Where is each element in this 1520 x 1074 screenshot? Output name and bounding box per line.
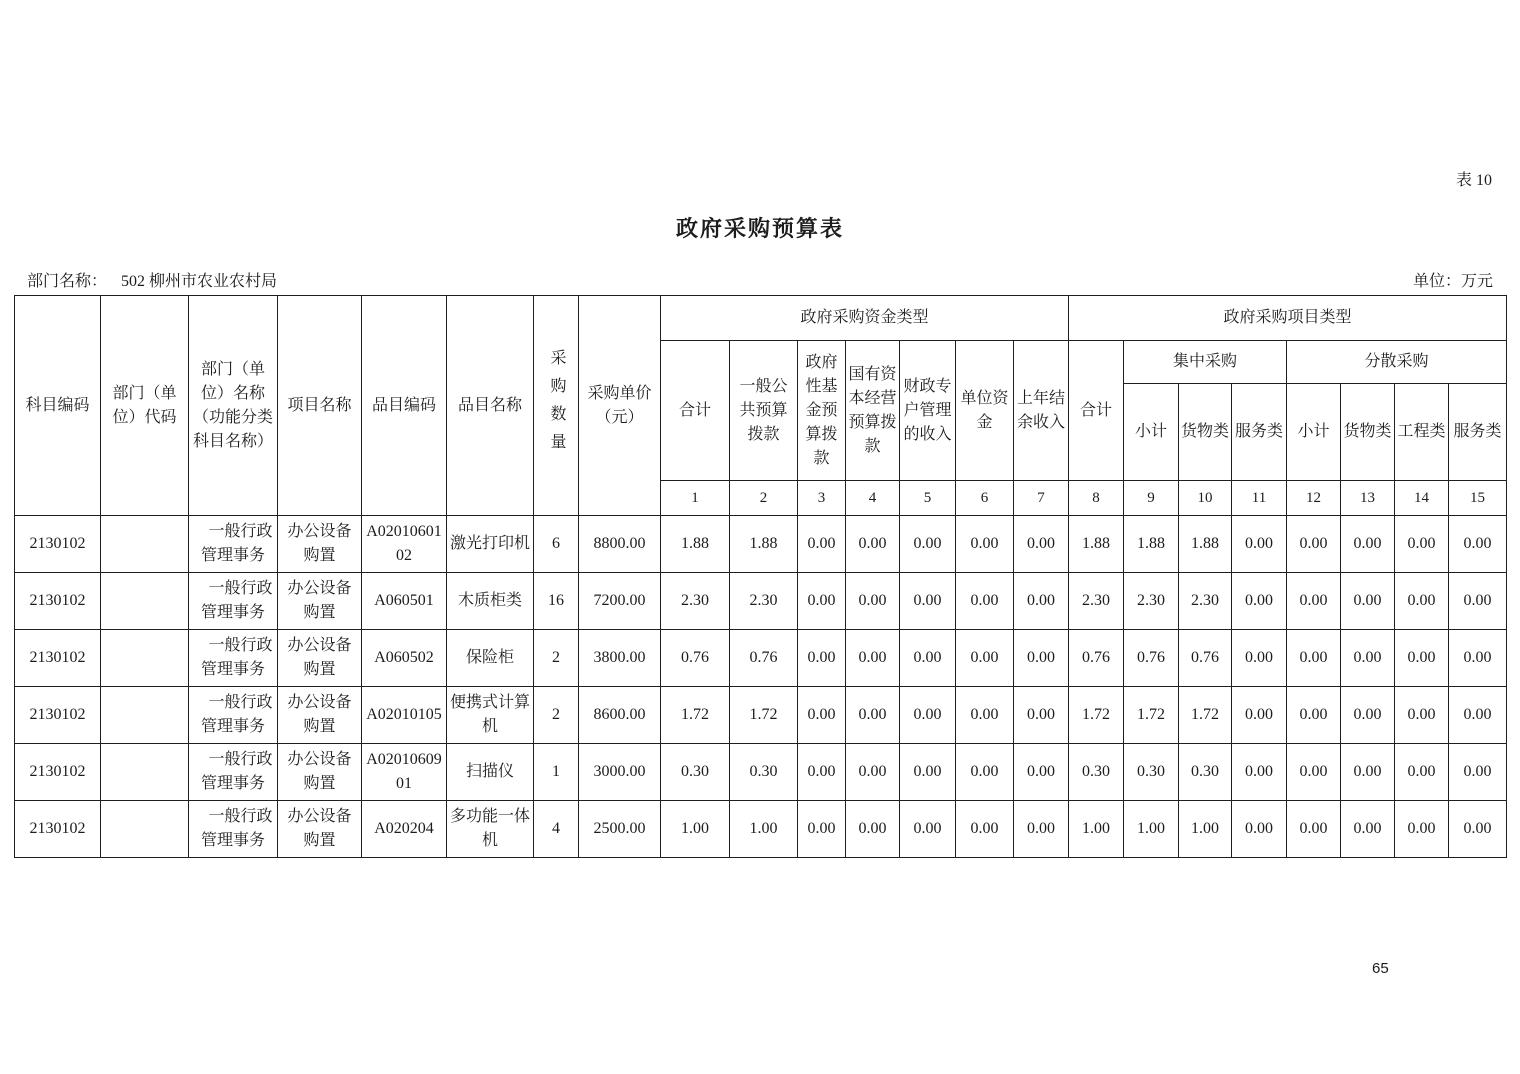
header-fund-group: 政府采购资金类型 xyxy=(661,296,1069,341)
cell-value: 0.00 xyxy=(846,744,900,801)
cell-value: 1.00 xyxy=(730,801,798,858)
cell-value: 0.76 xyxy=(1124,630,1179,687)
cell-value: 0.00 xyxy=(1395,573,1449,630)
cell-value: 1.88 xyxy=(661,516,730,573)
cell-value: 0.00 xyxy=(1341,573,1395,630)
cell-project-name: 办公设备购置 xyxy=(278,516,362,573)
header-dept-name: 部门（单位）名称（功能分类科目名称） xyxy=(189,296,278,516)
header-fund-carryover: 上年结余收入 xyxy=(1014,341,1069,481)
cell-dept-name: 一般行政管理事务 xyxy=(189,687,278,744)
header-unit-price: 采购单价（元） xyxy=(579,296,661,516)
budget-table xyxy=(14,295,1507,858)
header-centralized-subtotal: 小计 xyxy=(1124,384,1179,481)
cell-dept-code xyxy=(101,687,189,744)
cell-item-name: 多功能一体机 xyxy=(447,801,534,858)
column-index: 11 xyxy=(1232,481,1287,516)
cell-value: 0.30 xyxy=(1069,744,1124,801)
cell-value: 0.00 xyxy=(1395,744,1449,801)
cell-value: 1.00 xyxy=(661,801,730,858)
cell-value: 0.00 xyxy=(1287,630,1341,687)
cell-value: 0.00 xyxy=(900,630,956,687)
cell-project-name: 办公设备购置 xyxy=(278,744,362,801)
column-index: 4 xyxy=(846,481,900,516)
header-project-total: 合计 xyxy=(1069,341,1124,481)
header-item-name: 品目名称 xyxy=(447,296,534,516)
cell-unit-price: 7200.00 xyxy=(579,573,661,630)
table-row xyxy=(15,573,1507,630)
cell-value: 0.00 xyxy=(798,573,846,630)
cell-unit-price: 2500.00 xyxy=(579,801,661,858)
cell-value: 1.72 xyxy=(661,687,730,744)
cell-subject-code: 2130102 xyxy=(15,630,101,687)
column-index: 12 xyxy=(1287,481,1341,516)
cell-item-code: A060501 xyxy=(362,573,447,630)
column-index: 8 xyxy=(1069,481,1124,516)
cell-value: 0.00 xyxy=(1287,573,1341,630)
cell-subject-code: 2130102 xyxy=(15,744,101,801)
header-fund-general-budget: 一般公共预算拨款 xyxy=(730,341,798,481)
header-decentralized-services: 服务类 xyxy=(1449,384,1507,481)
cell-value: 0.00 xyxy=(956,573,1014,630)
cell-value: 0.00 xyxy=(1287,516,1341,573)
cell-project-name: 办公设备购置 xyxy=(278,573,362,630)
cell-value: 0.00 xyxy=(956,801,1014,858)
header-fund-unit-funds: 单位资金 xyxy=(956,341,1014,481)
cell-value: 0.00 xyxy=(1287,744,1341,801)
cell-value: 0.00 xyxy=(846,630,900,687)
cell-value: 0.00 xyxy=(1395,687,1449,744)
cell-value: 0.00 xyxy=(846,687,900,744)
cell-value: 2.30 xyxy=(730,573,798,630)
cell-value: 0.00 xyxy=(900,516,956,573)
cell-unit-price: 8800.00 xyxy=(579,516,661,573)
header-decentralized-works: 工程类 xyxy=(1395,384,1449,481)
cell-value: 0.76 xyxy=(1179,630,1232,687)
cell-value: 0.00 xyxy=(1449,630,1507,687)
sheet-label: 表 10 xyxy=(1455,172,1492,189)
table-row xyxy=(15,744,1507,801)
cell-value: 0.00 xyxy=(1449,573,1507,630)
header-project-group: 政府采购项目类型 xyxy=(1069,296,1507,341)
header-subject-code: 科目编码 xyxy=(15,296,101,516)
cell-value: 0.76 xyxy=(661,630,730,687)
cell-dept-name: 一般行政管理事务 xyxy=(189,630,278,687)
cell-value: 0.00 xyxy=(1287,687,1341,744)
column-index: 7 xyxy=(1014,481,1069,516)
cell-value: 0.00 xyxy=(1449,516,1507,573)
cell-value: 0.00 xyxy=(1287,801,1341,858)
cell-subject-code: 2130102 xyxy=(15,573,101,630)
department-line xyxy=(27,268,277,291)
cell-value: 0.00 xyxy=(1014,744,1069,801)
cell-unit-price: 8600.00 xyxy=(579,687,661,744)
cell-item-code: A0201060901 xyxy=(362,744,447,801)
cell-project-name: 办公设备购置 xyxy=(278,630,362,687)
cell-value: 0.00 xyxy=(846,573,900,630)
cell-subject-code: 2130102 xyxy=(15,687,101,744)
column-index: 9 xyxy=(1124,481,1179,516)
cell-value: 1.88 xyxy=(1069,516,1124,573)
column-index: 14 xyxy=(1395,481,1449,516)
cell-value: 0.00 xyxy=(1395,801,1449,858)
cell-dept-name: 一般行政管理事务 xyxy=(189,801,278,858)
cell-value: 0.00 xyxy=(1014,630,1069,687)
header-project-name: 项目名称 xyxy=(278,296,362,516)
column-index: 6 xyxy=(956,481,1014,516)
cell-value: 0.00 xyxy=(956,630,1014,687)
cell-value: 0.00 xyxy=(798,801,846,858)
cell-item-name: 便携式计算机 xyxy=(447,687,534,744)
cell-value: 0.00 xyxy=(798,516,846,573)
cell-qty: 16 xyxy=(534,573,579,630)
cell-item-code: A02010105 xyxy=(362,687,447,744)
cell-qty: 6 xyxy=(534,516,579,573)
cell-value: 2.30 xyxy=(1124,573,1179,630)
cell-value: 0.00 xyxy=(1395,630,1449,687)
cell-value: 0.00 xyxy=(798,630,846,687)
column-index: 15 xyxy=(1449,481,1507,516)
cell-value: 0.30 xyxy=(1179,744,1232,801)
cell-value: 1.00 xyxy=(1124,801,1179,858)
table-row xyxy=(15,516,1507,573)
cell-qty: 1 xyxy=(534,744,579,801)
cell-dept-name: 一般行政管理事务 xyxy=(189,744,278,801)
meta-row xyxy=(27,268,1493,291)
cell-qty: 2 xyxy=(534,630,579,687)
cell-value: 0.00 xyxy=(1232,516,1287,573)
header-decentralized-group: 分散采购 xyxy=(1287,341,1507,384)
cell-value: 0.00 xyxy=(1341,630,1395,687)
cell-value: 0.00 xyxy=(1341,744,1395,801)
cell-qty: 4 xyxy=(534,801,579,858)
cell-value: 0.00 xyxy=(1341,801,1395,858)
cell-value: 0.00 xyxy=(956,516,1014,573)
header-centralized-services: 服务类 xyxy=(1232,384,1287,481)
cell-value: 0.30 xyxy=(730,744,798,801)
cell-item-name: 保险柜 xyxy=(447,630,534,687)
header-centralized-group: 集中采购 xyxy=(1124,341,1287,384)
cell-value: 0.00 xyxy=(1449,744,1507,801)
cell-value: 0.00 xyxy=(846,801,900,858)
cell-value: 0.00 xyxy=(1449,687,1507,744)
cell-dept-code xyxy=(101,801,189,858)
department-label: 部门名称： xyxy=(27,273,108,290)
header-qty-label: 采购数量 xyxy=(548,348,565,461)
cell-value: 0.00 xyxy=(900,573,956,630)
header-decentralized-subtotal: 小计 xyxy=(1287,384,1341,481)
cell-project-name: 办公设备购置 xyxy=(278,801,362,858)
cell-value: 2.30 xyxy=(1179,573,1232,630)
column-index: 3 xyxy=(798,481,846,516)
cell-value: 1.00 xyxy=(1069,801,1124,858)
cell-value: 0.00 xyxy=(798,687,846,744)
cell-value: 0.00 xyxy=(1449,801,1507,858)
cell-value: 0.76 xyxy=(730,630,798,687)
cell-value: 0.00 xyxy=(1232,744,1287,801)
cell-value: 0.00 xyxy=(1341,687,1395,744)
column-index: 10 xyxy=(1179,481,1232,516)
cell-value: 0.00 xyxy=(1341,516,1395,573)
header-qty xyxy=(534,296,579,516)
column-index: 1 xyxy=(661,481,730,516)
cell-value: 0.00 xyxy=(900,687,956,744)
unit-note: 单位：万元 xyxy=(1412,273,1493,290)
header-fund-gov-fund: 政府性基金预算拨款 xyxy=(798,341,846,481)
cell-subject-code: 2130102 xyxy=(15,801,101,858)
cell-dept-code xyxy=(101,573,189,630)
cell-value: 0.00 xyxy=(956,687,1014,744)
cell-item-code: A0201060102 xyxy=(362,516,447,573)
cell-dept-code xyxy=(101,630,189,687)
cell-value: 0.00 xyxy=(1232,801,1287,858)
column-index: 13 xyxy=(1341,481,1395,516)
cell-value: 0.00 xyxy=(1232,573,1287,630)
cell-unit-price: 3000.00 xyxy=(579,744,661,801)
cell-value: 0.00 xyxy=(1014,687,1069,744)
table-row xyxy=(15,630,1507,687)
page-number: 65 xyxy=(1372,960,1389,977)
cell-value: 0.00 xyxy=(1395,516,1449,573)
cell-unit-price: 3800.00 xyxy=(579,630,661,687)
cell-qty: 2 xyxy=(534,687,579,744)
header-fund-state-capital: 国有资本经营预算拨款 xyxy=(846,341,900,481)
header-row-groups xyxy=(15,296,1507,341)
cell-value: 1.72 xyxy=(1179,687,1232,744)
header-decentralized-goods: 货物类 xyxy=(1341,384,1395,481)
cell-dept-code xyxy=(101,744,189,801)
department-value: 502 柳州市农业农村局 xyxy=(121,273,278,290)
cell-value: 1.72 xyxy=(1069,687,1124,744)
cell-item-name: 激光打印机 xyxy=(447,516,534,573)
cell-value: 1.88 xyxy=(1179,516,1232,573)
cell-value: 0.00 xyxy=(900,801,956,858)
cell-value: 0.00 xyxy=(1014,573,1069,630)
cell-subject-code: 2130102 xyxy=(15,516,101,573)
header-fund-fiscal-account: 财政专户管理的收入 xyxy=(900,341,956,481)
cell-item-name: 扫描仪 xyxy=(447,744,534,801)
cell-item-code: A060502 xyxy=(362,630,447,687)
cell-value: 0.00 xyxy=(1232,630,1287,687)
cell-value: 0.00 xyxy=(846,516,900,573)
cell-value: 2.30 xyxy=(661,573,730,630)
cell-item-name: 木质柜类 xyxy=(447,573,534,630)
cell-value: 1.72 xyxy=(1124,687,1179,744)
header-dept-code: 部门（单位）代码 xyxy=(101,296,189,516)
cell-project-name: 办公设备购置 xyxy=(278,687,362,744)
column-index: 5 xyxy=(900,481,956,516)
table-row xyxy=(15,801,1507,858)
header-item-code: 品目编码 xyxy=(362,296,447,516)
header-fund-total: 合计 xyxy=(661,341,730,481)
cell-value: 2.30 xyxy=(1069,573,1124,630)
cell-value: 1.72 xyxy=(730,687,798,744)
cell-value: 0.00 xyxy=(798,744,846,801)
column-index: 2 xyxy=(730,481,798,516)
cell-dept-name: 一般行政管理事务 xyxy=(189,516,278,573)
cell-dept-code xyxy=(101,516,189,573)
cell-value: 0.30 xyxy=(661,744,730,801)
header-centralized-goods: 货物类 xyxy=(1179,384,1232,481)
cell-value: 0.00 xyxy=(956,744,1014,801)
cell-dept-name: 一般行政管理事务 xyxy=(189,573,278,630)
page-title: 政府采购预算表 xyxy=(675,216,844,241)
cell-item-code: A020204 xyxy=(362,801,447,858)
cell-value: 1.88 xyxy=(1124,516,1179,573)
cell-value: 0.00 xyxy=(1014,516,1069,573)
cell-value: 1.88 xyxy=(730,516,798,573)
cell-value: 0.00 xyxy=(900,744,956,801)
cell-value: 0.30 xyxy=(1124,744,1179,801)
cell-value: 0.76 xyxy=(1069,630,1124,687)
cell-value: 0.00 xyxy=(1014,801,1069,858)
cell-value: 0.00 xyxy=(1232,687,1287,744)
table-row xyxy=(15,687,1507,744)
cell-value: 1.00 xyxy=(1179,801,1232,858)
